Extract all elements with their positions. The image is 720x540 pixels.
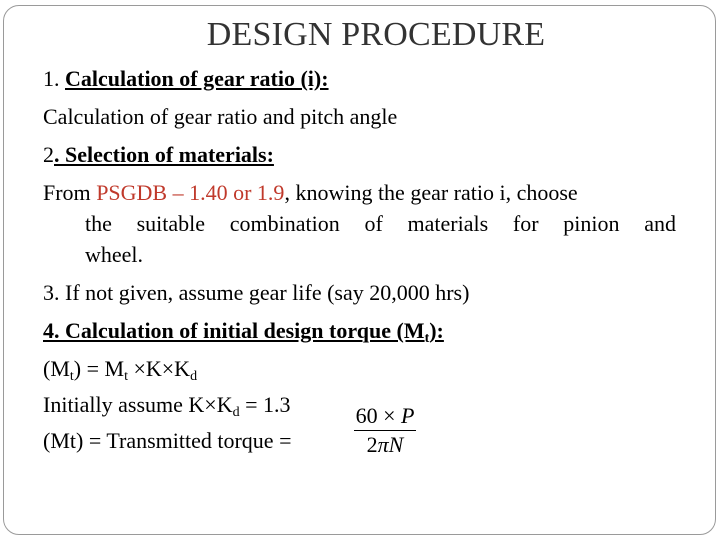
fraction-numerator: 60 × P	[355, 403, 415, 428]
step-2-title: . Selection of materials:	[54, 142, 274, 167]
step-4-heading: 4. Calculation of initial design torque $(M_t)$:	[43, 318, 444, 346]
step-1-title: Calculation of gear ratio (i):	[65, 66, 329, 91]
equation-design-torque: $(M_t) = M_t \times K\times K_d$	[43, 356, 198, 384]
step-1-heading	[43, 66, 329, 92]
torque-fraction	[354, 404, 416, 457]
step-2-description-line3: wheel.	[85, 242, 144, 267]
step-2-description-line1: From PSGDB – 1.40 or 1.9, knowing the gear ratio i, choose	[43, 180, 578, 205]
equation-transmitted-torque: (Mt) = Transmitted torque =	[43, 428, 292, 453]
slide-title: DESIGN PROCEDURE	[206, 16, 546, 53]
fraction-bar	[354, 430, 416, 431]
fraction-denominator: 2πN	[366, 432, 404, 457]
step-2-heading	[43, 142, 274, 168]
step-2-description-line2: the suitable combination of materials for pinion and	[85, 211, 676, 236]
step-3-text: 3. If not given, assume gear life (say 20,000 hrs)	[43, 280, 470, 305]
psgdb-reference: PSGDB – 1.40 or 1.9	[96, 180, 285, 205]
step-2-number: 2	[43, 142, 54, 167]
equation-kkd-assumption: Initially assume $K\times K_d = 1.3$	[43, 392, 291, 420]
step-1-number: 1.	[43, 66, 65, 91]
step-1-description: Calculation of gear ratio and pitch angle	[43, 104, 398, 129]
